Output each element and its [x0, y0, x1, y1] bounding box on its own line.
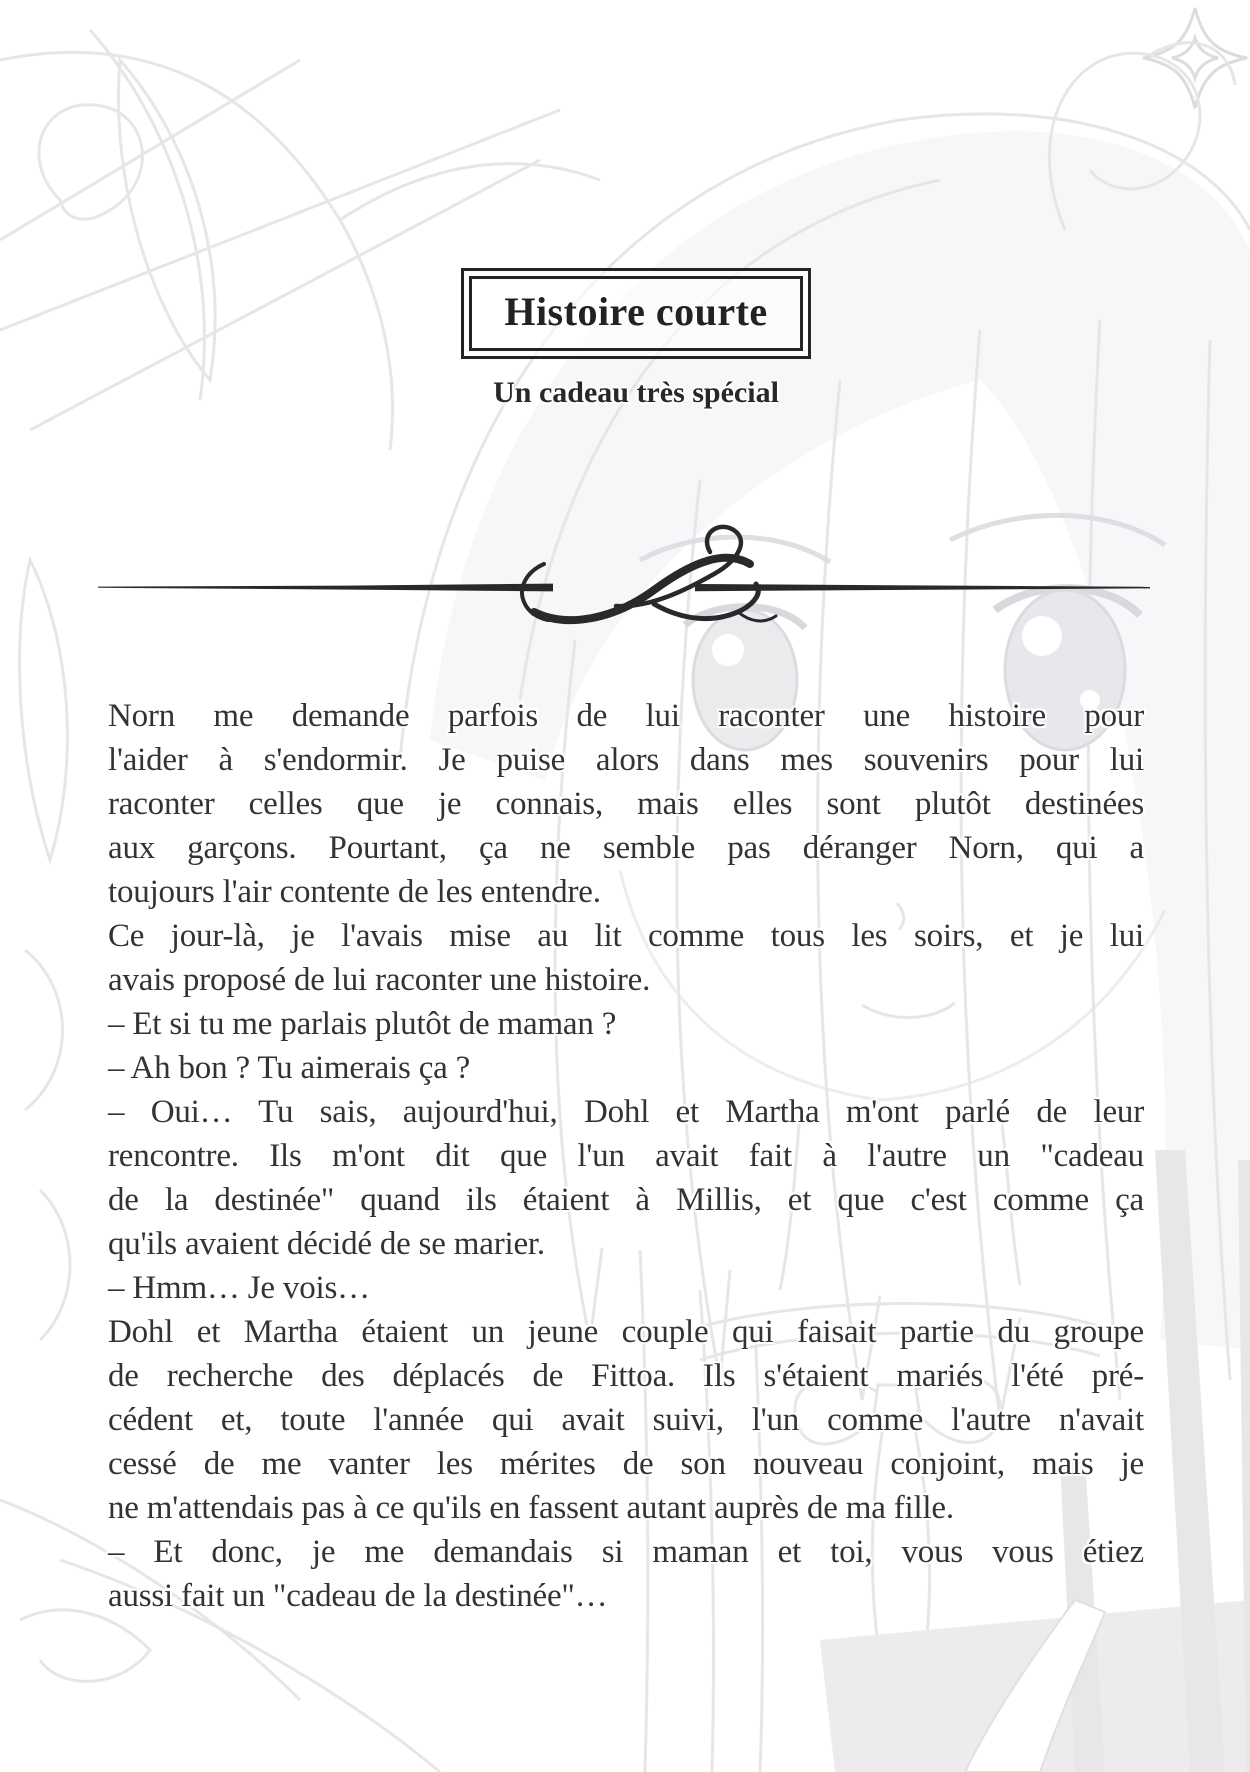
text-line: l'aider à s'endormir. Je puise alors dans mes souvenirs pour lui: [108, 742, 1144, 778]
body-text: [108, 694, 1144, 1618]
paragraph: [108, 694, 1144, 914]
text-line: ne m'attendais pas à ce qu'ils en fassent autant auprès de ma fille.: [108, 1490, 954, 1526]
text-line: toujours l'air contente de les entendre.: [108, 874, 601, 910]
paragraph: [108, 1002, 1144, 1046]
text-line: – Hmm… Je vois…: [108, 1270, 370, 1306]
text-line: Dohl et Martha étaient un jeune couple qui faisait partie du groupe: [108, 1314, 1144, 1350]
calligraphic-swash-icon: [522, 527, 776, 621]
paragraph: [108, 1310, 1144, 1530]
text-line: Ce jour-là, je l'avais mise au lit comme tous les soirs, et je lui: [108, 918, 1144, 954]
text-line: – Et si tu me parlais plutôt de maman ?: [108, 1006, 617, 1042]
text-line: aussi fait un "cadeau de la destinée"…: [108, 1578, 608, 1614]
paragraph: [108, 914, 1144, 1002]
text-line: aux garçons. Pourtant, ça ne semble pas déranger Norn, qui a: [108, 830, 1144, 866]
text-line: Norn me demande parfois de lui raconter une histoire pour: [108, 698, 1144, 734]
text-line: raconter celles que je connais, mais elles sont plutôt destinées: [108, 786, 1144, 822]
paragraph: [108, 1046, 1144, 1090]
divider-line-left: [98, 584, 553, 592]
text-line: rencontre. Ils m'ont dit que l'un avait fait à l'autre un "cadeau: [108, 1138, 1144, 1174]
text-line: – Et donc, je me demandais si maman et toi, vous vous étiez: [108, 1534, 1144, 1570]
page-subtitle: Un cadeau très spécial: [493, 376, 779, 409]
paragraph: [108, 1266, 1144, 1310]
section-divider: [98, 508, 1150, 658]
page-title: Histoire courte: [469, 276, 803, 351]
title-box: [461, 268, 811, 359]
text-line: qu'ils avaient décidé de se marier.: [108, 1226, 545, 1262]
divider-line-right: [695, 584, 1150, 591]
text-line: cessé de me vanter les mérites de son nouveau conjoint, mais je: [108, 1446, 1144, 1482]
text-line: – Ah bon ? Tu aimerais ça ?: [108, 1050, 471, 1086]
text-line: cédent et, toute l'année qui avait suivi, l'un comme l'autre n'avait: [108, 1402, 1144, 1438]
paragraph: [108, 1090, 1144, 1266]
text-line: de recherche des déplacés de Fittoa. Ils s'étaient mariés l'été pré-: [108, 1358, 1144, 1394]
paragraph: [108, 1530, 1144, 1618]
text-line: – Oui… Tu sais, aujourd'hui, Dohl et Martha m'ont parlé de leur: [108, 1094, 1144, 1130]
text-line: avais proposé de lui raconter une histoire.: [108, 962, 651, 998]
text-line: de la destinée" quand ils étaient à Millis, et que c'est comme ça: [108, 1182, 1144, 1218]
